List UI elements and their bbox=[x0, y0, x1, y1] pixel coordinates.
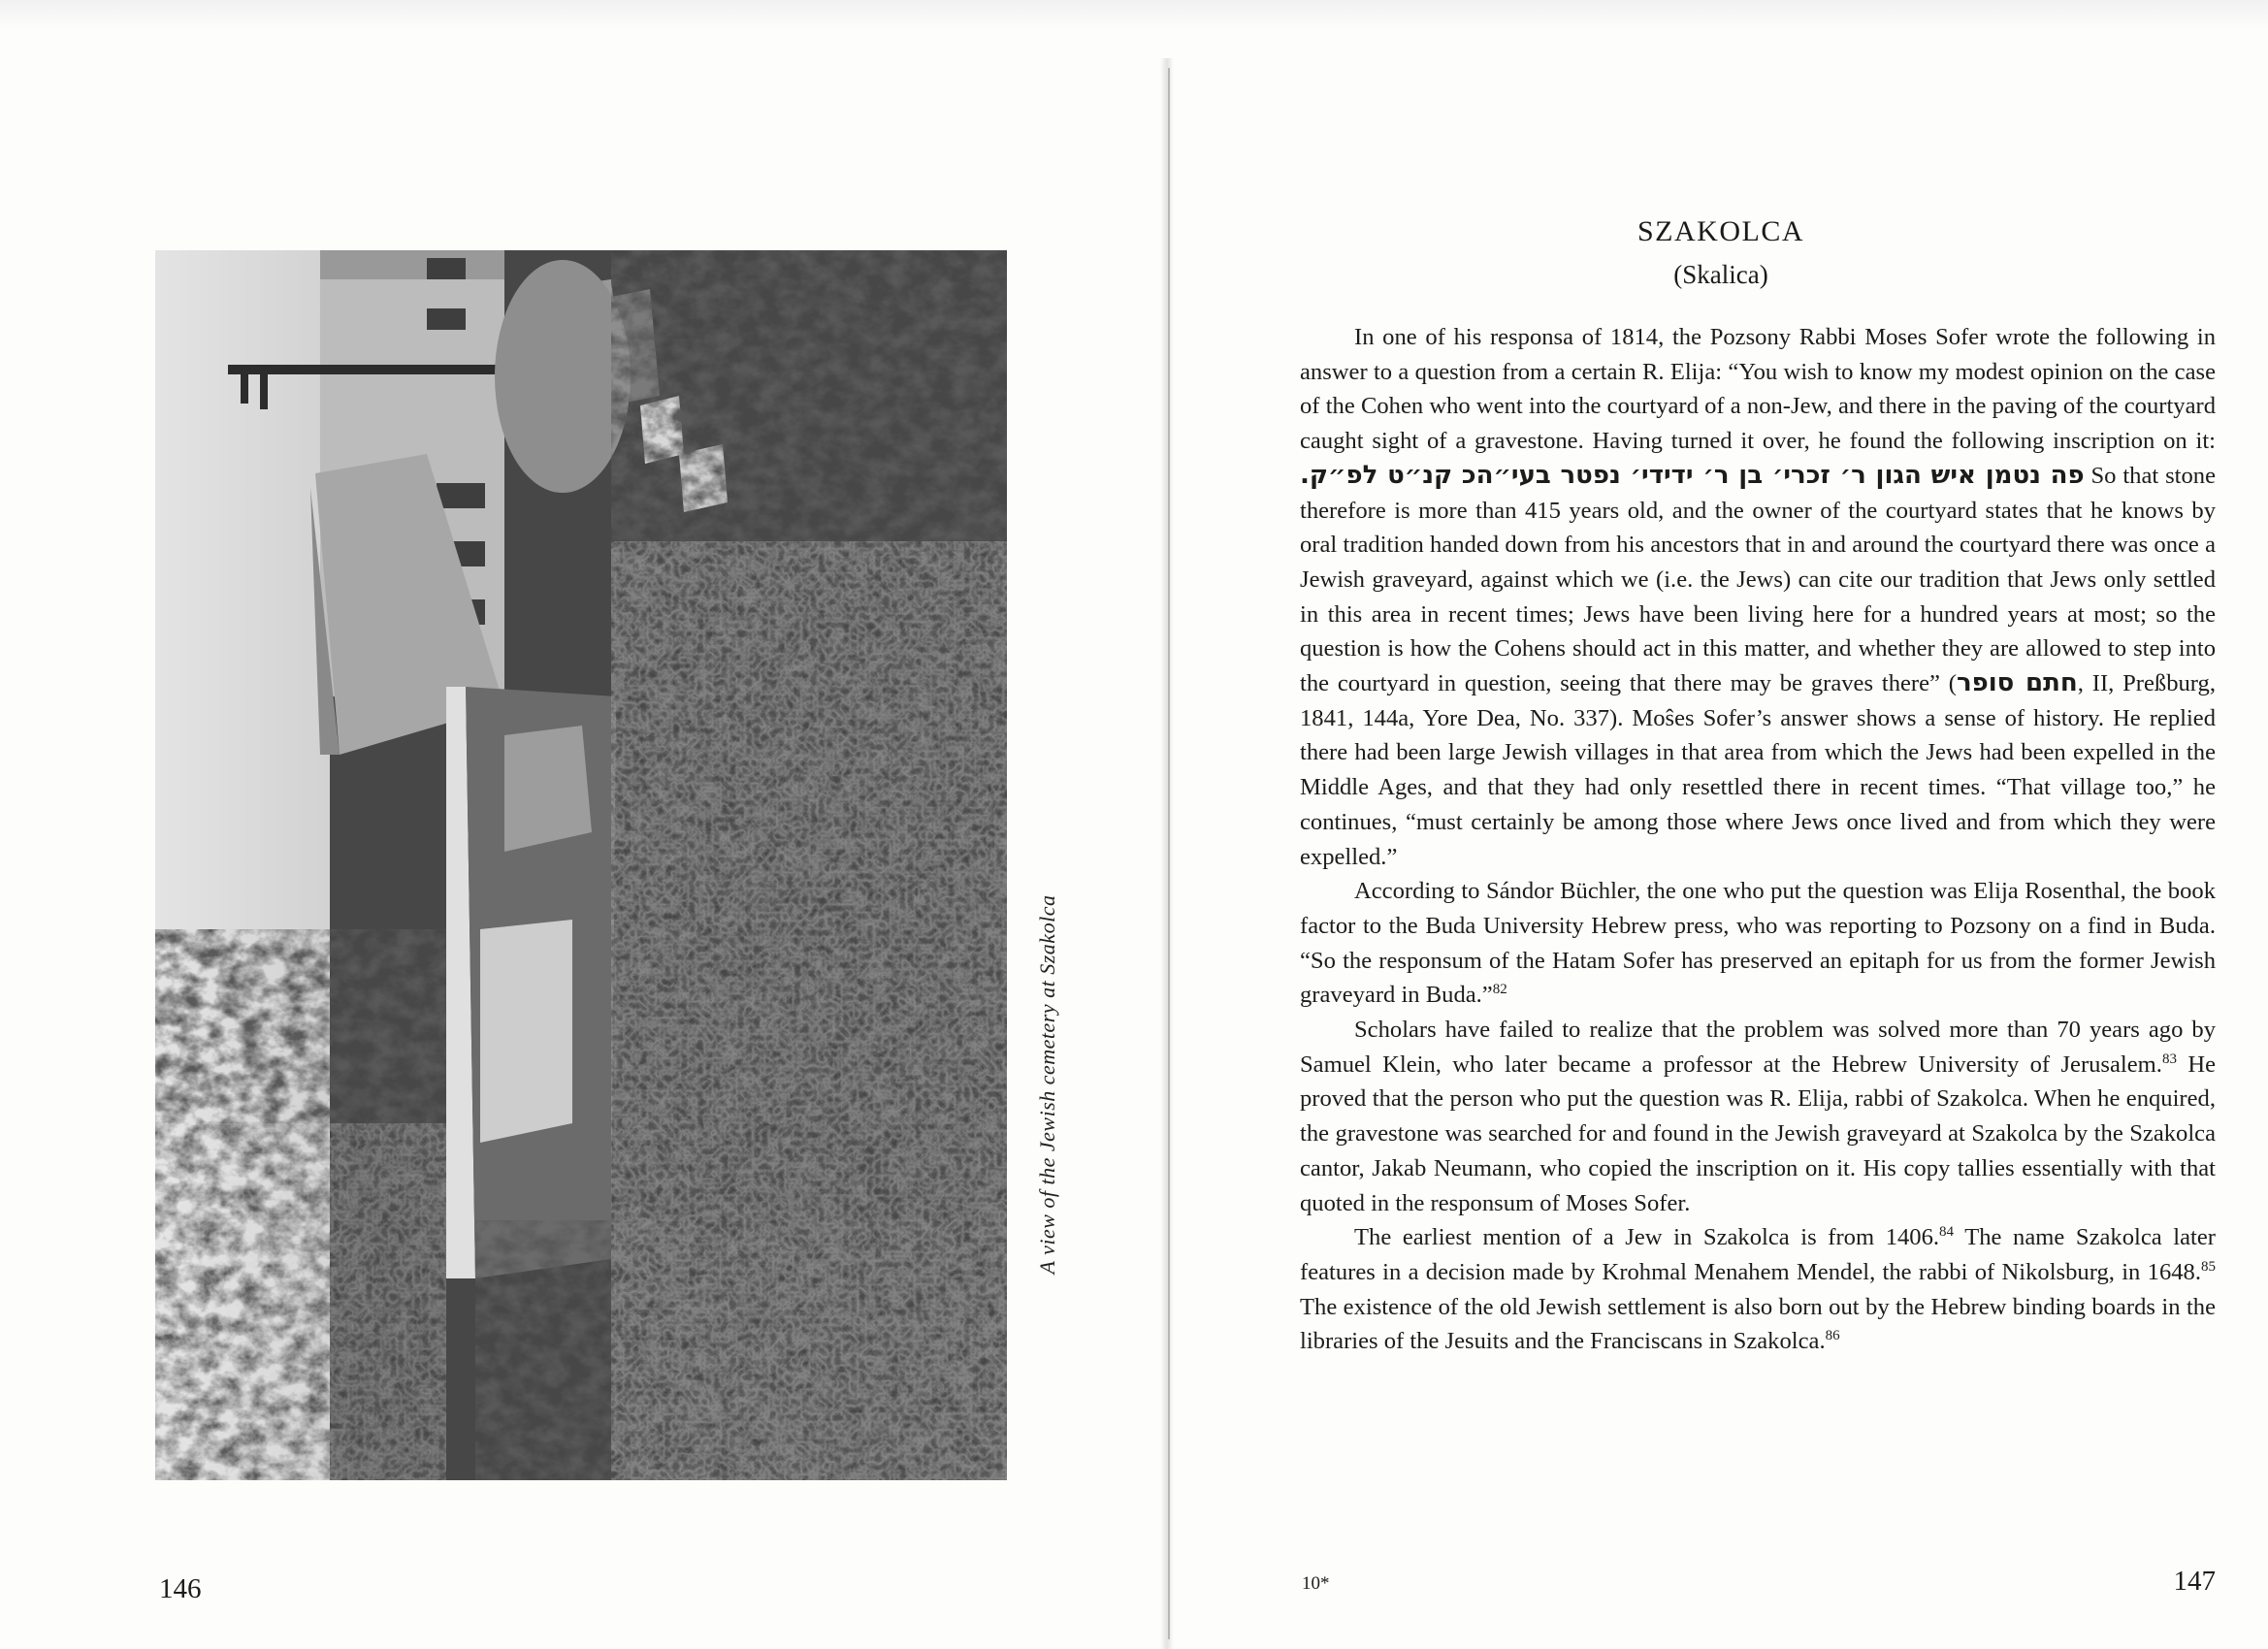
hebrew-inscription: פה נטמן איש הגון ר׳ זכרי׳ בן ר׳ ידידי׳ נפטר בעי״הכ קנ״ט לפ״ק. bbox=[1300, 460, 2085, 490]
paragraph-4-text-b: The name Szakolca later features in a decision made by Krohmal Menahem Mendel, the rabbi of Nikolsburg, in 1648. bbox=[1300, 1224, 2216, 1285]
paragraph-4-text-a: The earliest mention of a Jew in Szakolca is from 1406. bbox=[1354, 1224, 1940, 1251]
footnote-ref-86: 86 bbox=[1825, 1328, 1840, 1344]
footnote-ref-83: 83 bbox=[2161, 1051, 2177, 1067]
paragraph-1-text-a: In one of his responsa of 1814, the Pozsony Rabbi Moses Sofer wrote the following in answer to a question from a certain R. Elija: “You wish to know my modest opinion on the case of the Cohen who went into the courtyard of a non-Jew, and there in the paving of the courtyard caught sight of a gravestone. Having turned it over, he found the following inscription on it: bbox=[1300, 324, 2216, 455]
book-gutter-line bbox=[1168, 68, 1170, 1639]
paragraph-1-text-b: So that stone therefore is more than 415 years old, and the owner of the courtyard states that he knows by oral tradition handed down from his ancestors that in and around the courtyard there was once a Jewish graveyard, against which we (i.e. the Jews) can cite our tradition that Jews only settled in this area in recent times; Jews have been living here for a hundred years at most; so the question is how the Cohens should act in this matter, and whether they are allowed to step into the courtyard in question, seeing that there may be graves there” ( bbox=[1300, 462, 2216, 697]
chapter-title: SZAKOLCA bbox=[1636, 215, 1804, 247]
chapter-subtitle: (Skalica) bbox=[1673, 260, 1768, 289]
page-number-right: 147 bbox=[2173, 1566, 2216, 1597]
body-text bbox=[1300, 320, 2216, 1359]
footnote-ref-82: 82 bbox=[1492, 982, 1507, 998]
paragraph-2 bbox=[1300, 874, 2216, 1013]
book-gutter-shadow bbox=[1160, 58, 1174, 1649]
page-number-left: 146 bbox=[159, 1573, 202, 1604]
footnote-ref-85: 85 bbox=[2201, 1258, 2216, 1275]
paragraph-1 bbox=[1300, 320, 2216, 874]
paragraph-2-text-a: According to Sándor Büchler, the one who put the question was Elija Rosenthal, the book factor to the Buda University Hebrew press, who was reporting to Pozsony on a find in Buda. “So the responsum of the Hatam Sofer has preserved an epitaph for us from the former Jewish graveyard in Buda.” bbox=[1300, 878, 2216, 1009]
paragraph-1-text-c: , II, Preßburg, 1841, 144a, Yore Dea, No. 337). Moŝes Sofer’s answer shows a sense of history. He replied there had been large Jewish villages in that area from which the Jews had been expelled in the Middle Ages, and that they had only resettled there in recent times. “That village too,” he continues, “must certainly be among those where Jews once lived and from which they were expelled.” bbox=[1300, 670, 2216, 870]
right-page bbox=[1174, 0, 2268, 1649]
paragraph-3-text-a: Scholars have failed to realize that the problem was solved more than 70 years ago by Samuel Klein, who later became a professor at the Hebrew University of Jerusalem. bbox=[1300, 1017, 2216, 1078]
cemetery-photo-graphic bbox=[155, 250, 1007, 1480]
paragraph-4 bbox=[1300, 1220, 2216, 1359]
footnote-ref-84: 84 bbox=[1939, 1224, 1955, 1241]
printer-signature-mark: 10* bbox=[1302, 1573, 1330, 1594]
paragraph-3 bbox=[1300, 1013, 2216, 1220]
photo-caption: A view of the Jewish cemetery at Szakolca bbox=[1035, 894, 1059, 1275]
hebrew-book-title: חתם סופר bbox=[1956, 668, 2078, 698]
paragraph-3-text-b: He proved that the person who put the question was R. Elija, rabbi of Szakolca. When he enquired, the gravestone was searched for and found in the Jewish graveyard at Szakolca by the Szakolca cantor, Jakab Neumann, who copied the inscription on it. His copy tallies essentially with that quoted in the responsum of Moses Sofer. bbox=[1300, 1051, 2216, 1216]
cemetery-photo bbox=[155, 250, 1007, 1480]
paragraph-4-text-c: The existence of the old Jewish settlement is also born out by the Hebrew binding boards in the libraries of the Jesuits and the Franciscans in Szakolca. bbox=[1300, 1293, 2216, 1355]
